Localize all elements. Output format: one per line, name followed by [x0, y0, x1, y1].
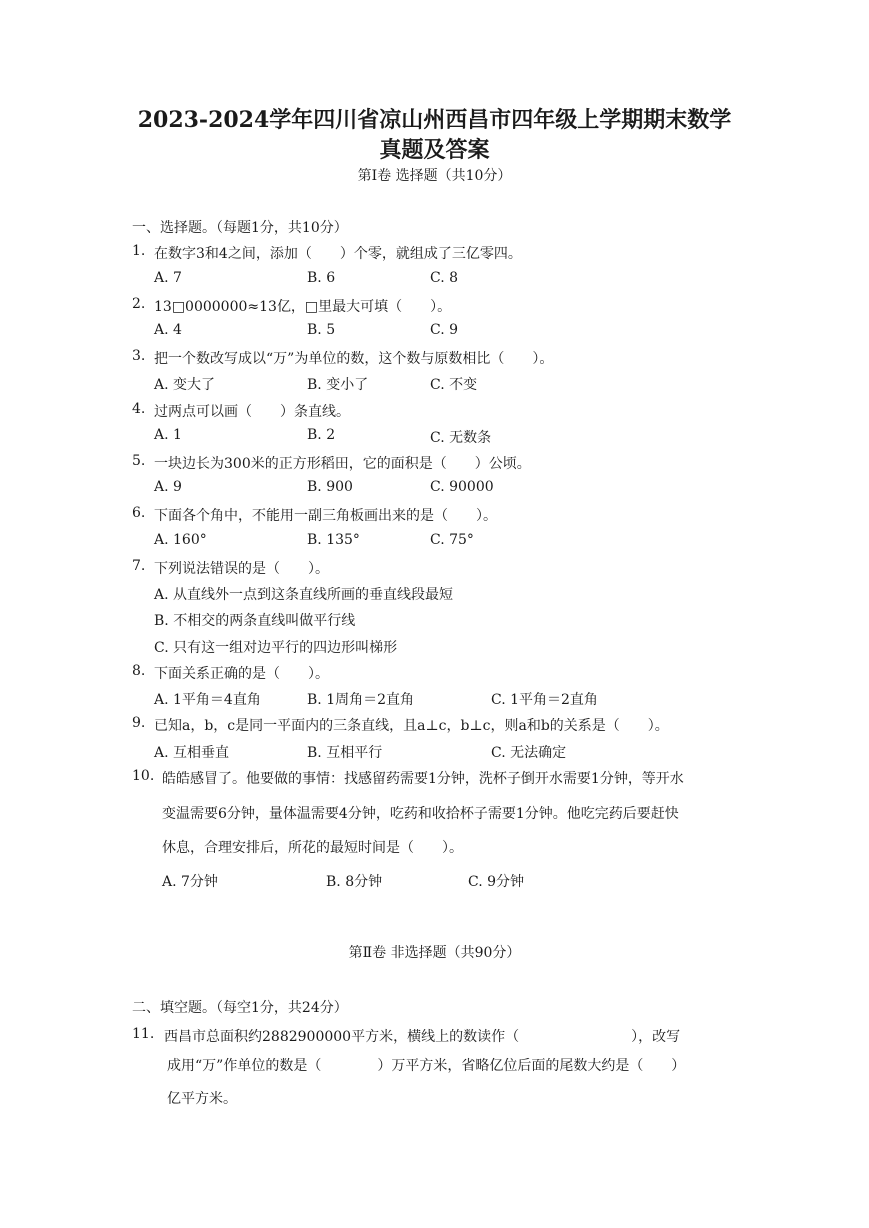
option-b: B. 互相平行: [307, 745, 383, 761]
option-c: C. 1平角＝2直角: [491, 692, 598, 708]
part1-header: 第Ⅰ卷 选择题（共10分）: [357, 168, 512, 184]
option-c: C. 9分钟: [468, 874, 525, 890]
question-number: 8.: [132, 663, 146, 679]
option-a: A. 160°: [154, 532, 207, 548]
option-b: B. 5: [307, 322, 336, 338]
option-c: C. 只有这一组对边平行的四边形叫梯形: [154, 640, 398, 656]
option-b: B. 不相交的两条直线叫做平行线: [154, 613, 356, 629]
question-text-line: 西昌市总面积约2882900000平方米，横线上的数读作（ ），改写: [164, 1029, 681, 1045]
question-number: 2.: [132, 296, 146, 312]
question-text-line: 皓皓感冒了。他要做的事情：找感留药需要1分钟，洗杯子倒开水需要1分钟，等开水: [162, 771, 684, 787]
document-title-line2: 真题及答案: [379, 137, 490, 163]
option-b: B. 2: [307, 427, 336, 443]
question-number: 3.: [132, 348, 146, 364]
question-number: 9.: [132, 715, 146, 731]
question-text: 把一个数改写成以“万”为单位的数，这个数与原数相比（ ）。: [154, 351, 554, 367]
option-c: C. 不变: [430, 377, 478, 393]
option-a: A. 4: [154, 322, 182, 338]
option-b: B. 6: [307, 270, 336, 286]
question-number: 5.: [132, 453, 146, 469]
question-number: 4.: [132, 401, 146, 417]
section2-heading: 二、填空题。（每空1分，共24分）: [132, 1000, 348, 1016]
section1-heading: 一、选择题。（每题1分，共10分）: [132, 220, 348, 236]
part2-header: 第Ⅱ卷 非选择题（共90分）: [348, 945, 521, 961]
option-a: A. 9: [154, 479, 182, 495]
question-number: 10.: [132, 768, 155, 784]
document-title-line1: 2023-2024学年四川省凉山州西昌市四年级上学期期末数学: [137, 107, 732, 133]
question-text: 在数字3和4之间，添加（ ）个零，就组成了三亿零四。: [154, 246, 522, 262]
question-text: 13□0000000≈13亿，□里最大可填（ ）。: [154, 299, 452, 315]
question-text: 下列说法错误的是（ ）。: [154, 561, 329, 577]
option-c: C. 无数条: [430, 430, 492, 446]
question-text: 已知a，b，c是同一平面内的三条直线，且a⊥c，b⊥c，则a和b的关系是（ ）。: [154, 718, 669, 734]
question-number: 6.: [132, 505, 146, 521]
question-text-line: 亿平方米。: [167, 1091, 237, 1107]
option-b: B. 135°: [307, 532, 360, 548]
option-a: A. 从直线外一点到这条直线所画的垂直线段最短: [154, 587, 454, 603]
option-a: A. 1平角＝4直角: [154, 692, 261, 708]
option-c: C. 无法确定: [491, 745, 567, 761]
option-b: B. 900: [307, 479, 353, 495]
question-text: 下面关系正确的是（ ）。: [154, 666, 329, 682]
option-b: B. 1周角＝2直角: [307, 692, 415, 708]
question-number: 11.: [132, 1026, 155, 1042]
option-b: B. 8分钟: [326, 874, 383, 890]
option-c: C. 75°: [430, 532, 474, 548]
option-a: A. 互相垂直: [154, 745, 230, 761]
option-c: C. 8: [430, 270, 459, 286]
question-number: 7.: [132, 558, 146, 574]
question-text-line: 休息，合理安排后，所花的最短时间是（ ）。: [162, 840, 463, 856]
question-number: 1.: [132, 243, 146, 259]
question-text-line: 变温需要6分钟，量体温需要4分钟，吃药和收拾杯子需要1分钟。他吃完药后要赶快: [162, 806, 679, 822]
option-a: A. 7分钟: [162, 874, 218, 890]
question-text: 过两点可以画（ ）条直线。: [154, 404, 350, 420]
question-text-line: 成用“万”作单位的数是（ ）万平方米，省略亿位后面的尾数大约是（ ）: [167, 1058, 686, 1074]
option-a: A. 7: [154, 270, 182, 286]
option-b: B. 变小了: [307, 377, 369, 393]
option-a: A. 1: [154, 427, 182, 443]
option-c: C. 9: [430, 322, 459, 338]
option-c: C. 90000: [430, 479, 494, 495]
option-a: A. 变大了: [154, 377, 216, 393]
question-text: 一块边长为300米的正方形稻田，它的面积是（ ）公顷。: [154, 456, 531, 472]
question-text: 下面各个角中，不能用一副三角板画出来的是（ ）。: [154, 508, 497, 524]
